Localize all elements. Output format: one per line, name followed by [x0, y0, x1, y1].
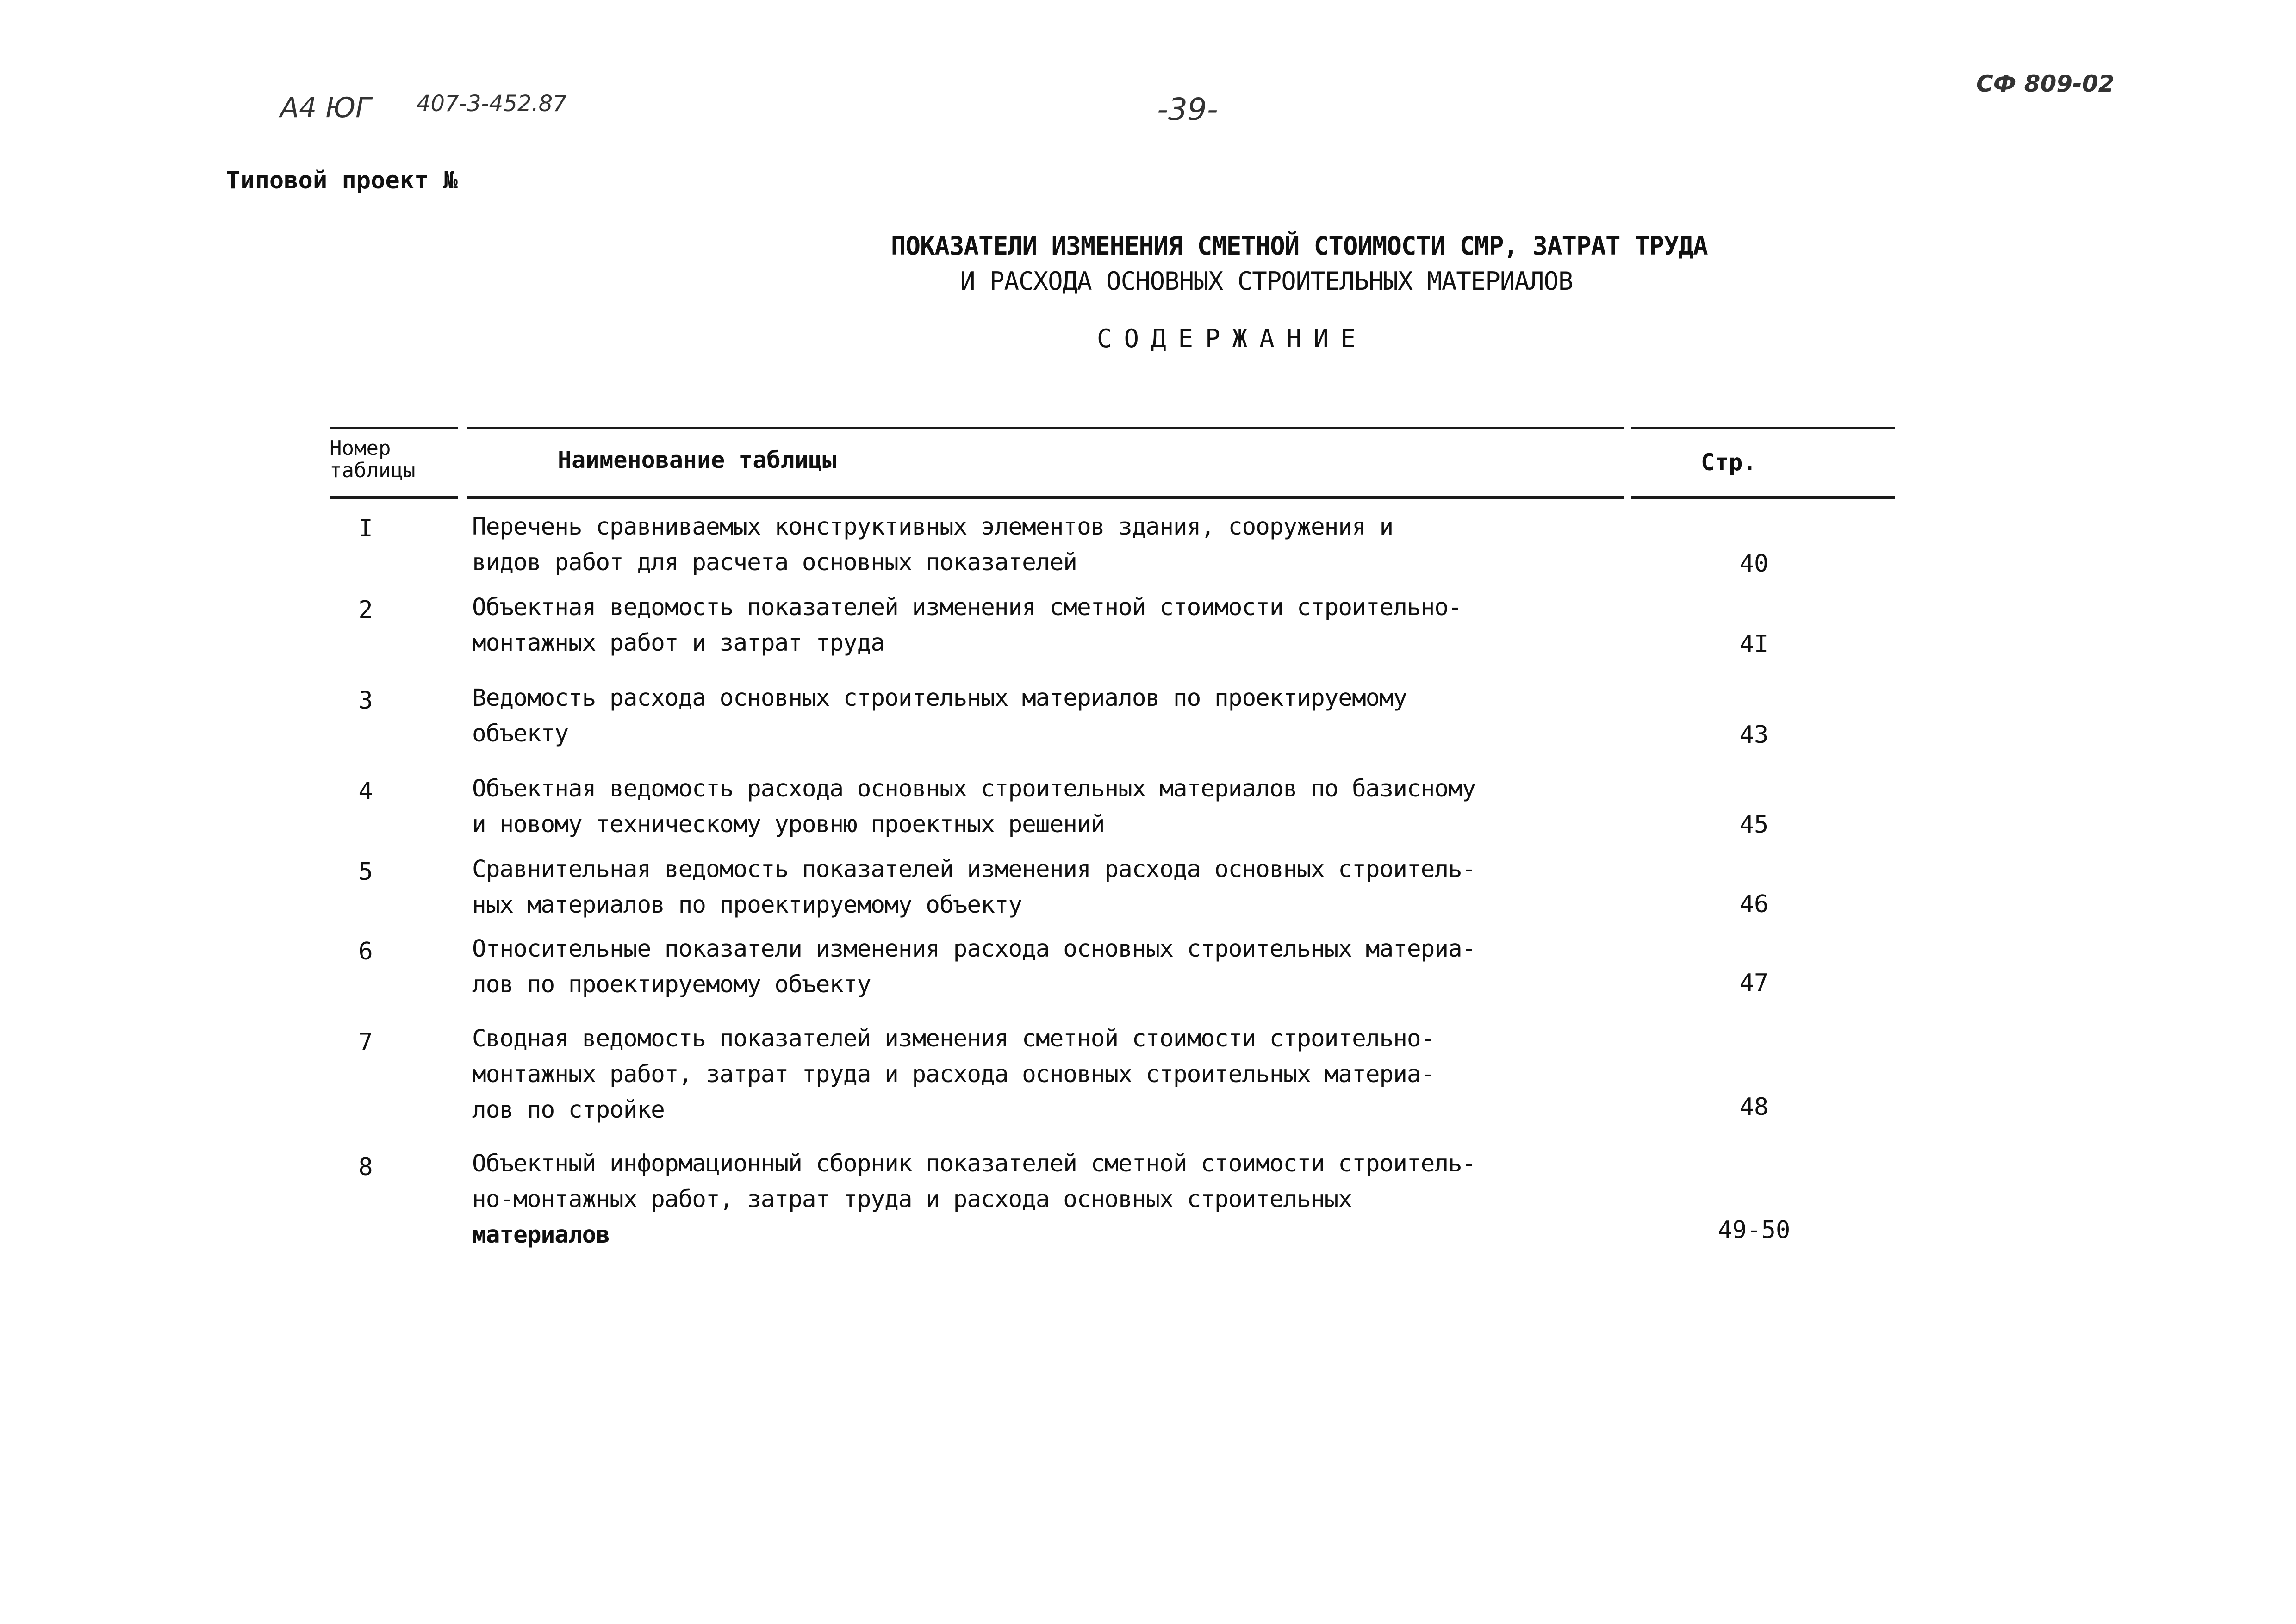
- series-code: СФ 809-02: [1976, 70, 2115, 97]
- row-title-line: объекту: [472, 720, 568, 747]
- row-page: 47: [1739, 969, 1769, 997]
- row-title-line: Объектная ведомость расхода основных строительных материалов по базисному: [472, 775, 1476, 803]
- archive-stamp: А4 ЮГ: [280, 92, 371, 124]
- row-title: [472, 680, 1407, 752]
- row-title-line: но-монтажных работ, затрат труда и расхода основных строительных: [472, 1186, 1352, 1213]
- typical-project-label: Типовой проект №: [226, 167, 458, 194]
- row-title-line: Объектная ведомость показателей изменения сметной стоимости строительно-: [472, 594, 1462, 621]
- row-number: 4: [358, 778, 373, 805]
- row-title-line: Сводная ведомость показателей изменения сметной стоимости строительно-: [472, 1025, 1435, 1052]
- row-number: 7: [358, 1028, 373, 1056]
- row-title-line: Объектный информационный сборник показателей сметной стоимости строитель-: [472, 1150, 1476, 1177]
- row-number: I: [358, 515, 373, 542]
- table-header-rule: [1631, 496, 1895, 499]
- row-title-line: монтажных работ и затрат труда: [472, 629, 885, 657]
- row-title: [472, 771, 1475, 842]
- document-title-line-2: И РАСХОДА ОСНОВНЫХ СТРОИТЕЛЬНЫХ МАТЕРИАЛОВ: [960, 267, 1573, 296]
- row-page: 46: [1739, 890, 1769, 918]
- row-title-line: монтажных работ, затрат труда и расхода основных строительных материа-: [472, 1061, 1435, 1088]
- document-title-line-1: ПОКАЗАТЕЛИ ИЗМЕНЕНИЯ СМЕТНОЙ СТОИМОСТИ СМР, ЗАТРАТ ТРУДА: [891, 231, 1708, 261]
- column-header-name: Наименование таблицы: [558, 447, 837, 473]
- column-header-page: Стр.: [1701, 449, 1757, 476]
- row-number: 8: [358, 1153, 373, 1181]
- row-page: 4I: [1739, 630, 1769, 658]
- row-number: 6: [358, 938, 373, 965]
- table-top-rule: [1631, 427, 1895, 429]
- row-page: 43: [1739, 721, 1769, 749]
- column-header-number-line-2: таблицы: [330, 459, 416, 482]
- row-number: 3: [358, 687, 373, 715]
- row-title-line: материалов: [472, 1221, 610, 1249]
- row-title: [472, 590, 1462, 661]
- row-page: 40: [1739, 550, 1769, 578]
- row-title-line: лов по проектируемому объекту: [472, 971, 871, 998]
- row-title-line: Ведомость расхода основных строительных материалов по проектируемому: [472, 684, 1407, 712]
- row-number: 5: [358, 858, 373, 886]
- row-page: 49-50: [1717, 1216, 1791, 1244]
- page-number: -39-: [1157, 92, 1218, 127]
- row-title: [472, 852, 1475, 923]
- row-title-line: Сравнительная ведомость показателей изменения расхода основных строитель-: [472, 856, 1476, 883]
- row-page: 48: [1739, 1093, 1769, 1121]
- table-top-rule: [467, 427, 1624, 429]
- row-number: 2: [358, 596, 373, 624]
- row-title: [472, 1021, 1434, 1128]
- row-title: [472, 509, 1393, 580]
- row-title-line: видов работ для расчета основных показателей: [472, 549, 1077, 576]
- row-title-line: Относительные показатели изменения расхода основных строительных материа-: [472, 935, 1476, 963]
- table-header-rule: [467, 496, 1624, 499]
- project-number: 407-3-452.87: [417, 91, 567, 117]
- contents-heading: СОДЕРЖАНИЕ: [1097, 324, 1368, 353]
- row-title-line: и новому техническому уровню проектных решений: [472, 811, 1105, 838]
- column-header-number: [330, 437, 415, 482]
- row-title-line: лов по стройке: [472, 1096, 665, 1124]
- table-top-rule: [330, 427, 458, 429]
- table-header-rule: [330, 496, 458, 499]
- row-title-line: Перечень сравниваемых конструктивных элементов здания, сооружения и: [472, 513, 1394, 541]
- row-title: [472, 1146, 1475, 1253]
- row-title: [472, 931, 1475, 1002]
- column-header-number-line-1: Номер: [330, 436, 391, 460]
- row-page: 45: [1739, 811, 1769, 839]
- row-title-line: ных материалов по проектируемому объекту: [472, 891, 1022, 919]
